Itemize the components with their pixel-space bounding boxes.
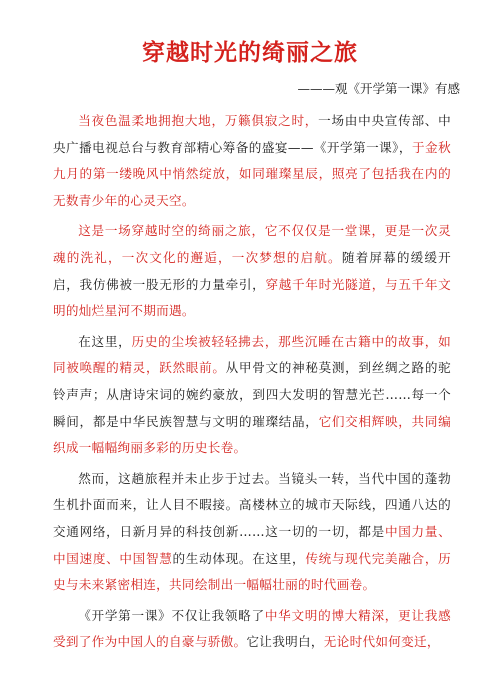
body-text: 的生动体现。在这里，	[172, 550, 306, 566]
page-subtitle: ———观《开学第一课》有感	[297, 81, 460, 96]
body-text: 然而，这趟旅程并未止步于过去。当镜头一转，当代中国的蓬勃生机扑面而来，让人目不暇接。高楼林立的城市天际线，四通八达的交通网络，日新月异的科技创新……这一切的一切，都是	[53, 470, 451, 539]
page-title: 穿越时光的绮丽之旅	[142, 39, 358, 66]
highlighted-text: 中国力量、中国速度、中国智慧	[53, 523, 452, 566]
paragraph	[53, 329, 451, 462]
body-text: 它让我明白，	[246, 634, 324, 650]
body-text: 《开学第一课》不仅让我领略了	[78, 607, 265, 623]
highlighted-text: 这是一场穿越时空的绮丽之旅，它不仅仅是一堂课，更是一次灵魂的洗礼，一次文化的邂逅，一次梦想的启航。	[53, 223, 451, 265]
body-text: 一场由中央宣传部、中央广播电视总台与教育部精心筹备的盛宴——《开学第一课》，	[53, 113, 452, 155]
highlighted-text: 它们交相辉映，共同编织成一幅幅绚丽多彩的历史长卷。	[53, 413, 452, 456]
body-text: 随着屏幕的缓缓开启，我仿佛被一股无形的力量牵引，	[53, 249, 451, 292]
paragraph	[53, 466, 451, 599]
paragraph	[53, 603, 451, 656]
highlighted-text: 无论时代如何变迁，	[323, 634, 440, 650]
highlighted-text: 传统与现代完美融合，历史与未来紧密相连，共同绘制出一幅幅壮丽的时代画卷。	[53, 550, 451, 593]
paragraph	[53, 218, 451, 324]
document-body	[53, 108, 451, 660]
highlighted-text: 穿越千年时光隧道，与五千年文明的灿烂星河不期而遇。	[53, 276, 451, 319]
body-text: 从甲骨文的神秘莫测，到丝绸之路的驼铃声声；从唐诗宋词的婉约豪放，到四大发明的智慧光芒……每一个瞬间，都是中华民族智慧与文明的璀璨结晶，	[53, 360, 451, 429]
highlighted-text: 于金秋九月的第一缕晚风中悄然绽放，如同璀璨星辰，照亮了包括我在内的无数青少年的心灵天空。	[53, 139, 451, 208]
highlighted-text: 当夜色温柔地拥抱大地，万籁俱寂之时，	[78, 113, 319, 128]
highlighted-text: 历史的尘埃被轻轻拂去，那些沉睡在古籍中的故事，如同被唤醒的精灵，跃然眼前。	[53, 333, 452, 376]
body-text: 在这里，	[78, 333, 132, 349]
paragraph	[53, 108, 451, 214]
highlighted-text: 中华文明的博大精深，更让我感受到了作为中国人的自豪与骄傲。	[53, 607, 451, 650]
